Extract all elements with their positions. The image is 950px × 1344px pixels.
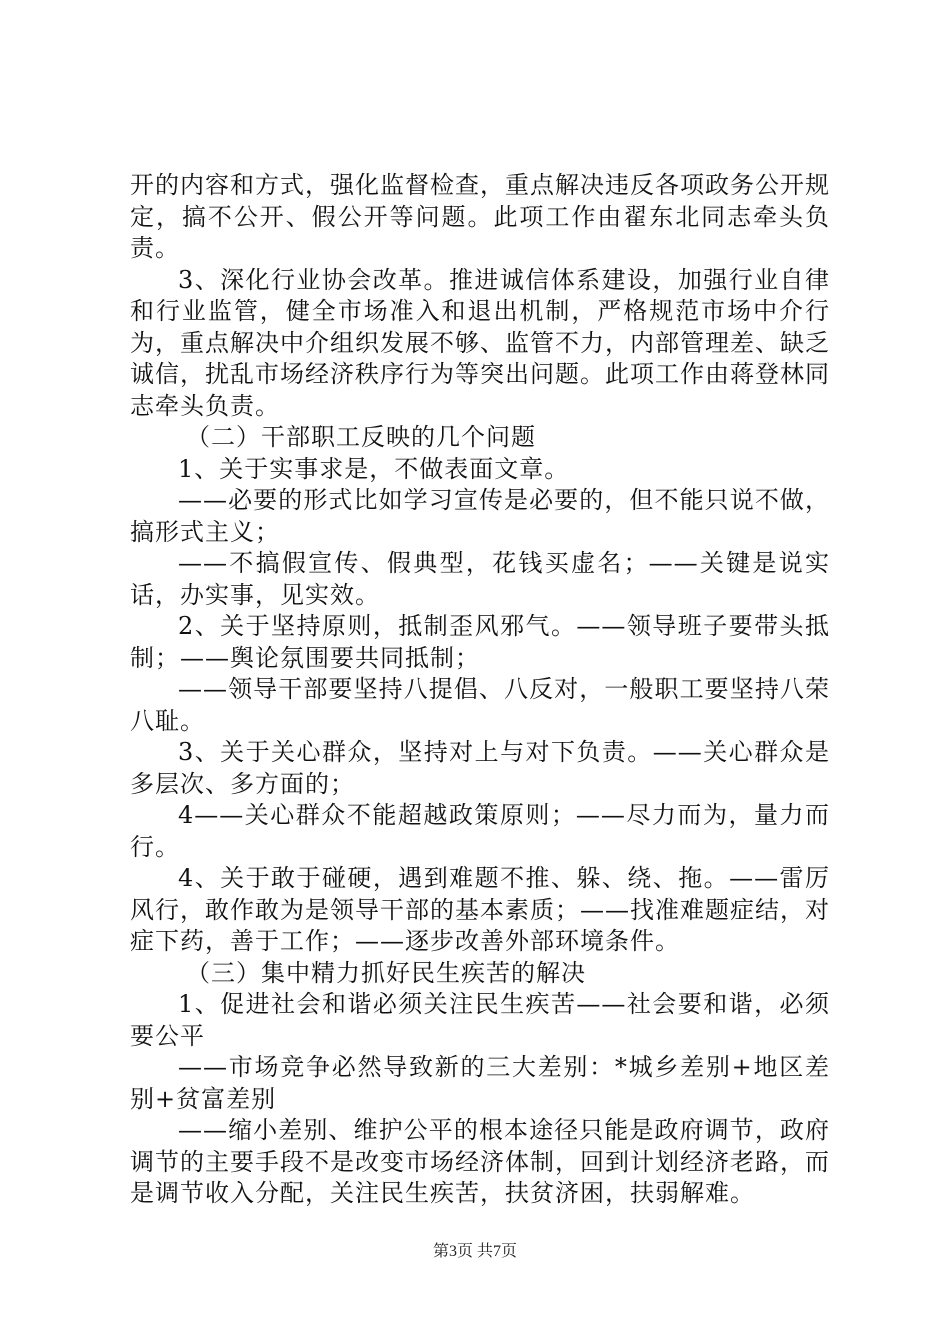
paragraph-item-3-industry-association: 3、深化行业协会改革。推进诚信体系建设，加强行业自律和行业监管，健全市场准入和退出机制，严格规范市场中介行为，重点解决中介组织发展不够、监管不力，内部管理差、缺乏诚信，扰乱市场经济秩序行为等突出问题。此项工作由蒋登林同志牵头负责。 xyxy=(130,265,830,420)
paragraph-item-4-tackle-hard-issues: 4、关于敢于碰硬，遇到难题不推、躲、绕、拖。——雷厉风行，敢作敢为是领导干部的基本素质；——找准难题症结，对症下药，善于工作；——逐步改善外部环境条件。 xyxy=(130,864,830,955)
paragraph-dash-eight-honors: ——领导干部要坚持八提倡、八反对，一般职工要坚持八荣八耻。 xyxy=(130,675,830,735)
paragraph-item-2-principles: 2、关于坚持原则，抵制歪风邪气。——领导班子要带头抵制；——舆论氛围要共同抵制； xyxy=(130,612,830,672)
paragraph-dash-formalism: ——必要的形式比如学习宣传是必要的，但不能只说不做，搞形式主义； xyxy=(130,486,830,546)
page-number-footer: 第3页 共7页 xyxy=(432,1243,517,1260)
paragraph-item-3-care-for-masses: 3、关于关心群众，坚持对上与对下负责。——关心群众是多层次、多方面的； xyxy=(130,738,830,798)
paragraph-dash-no-fake-publicity: ——不搞假宣传、假典型，花钱买虚名；——关键是说实话，办实事，见实效。 xyxy=(130,549,830,609)
paragraph-dash-policy-principles: 4——关心群众不能超越政策原则；——尽力而为，量力而行。 xyxy=(130,801,830,861)
paragraph-item-1-seek-truth: 1、关于实事求是，不做表面文章。 xyxy=(178,454,570,483)
section-heading-3: （三）集中精力抓好民生疾苦的解决 xyxy=(186,958,586,987)
section-heading-2: （二）干部职工反映的几个问题 xyxy=(186,423,536,451)
paragraph-dash-three-gaps: ——市场竞争必然导致新的三大差别：*城乡差别+地区差别+贫富差别 xyxy=(130,1053,830,1113)
document-body xyxy=(130,170,830,1210)
paragraph-dash-government-regulation: ——缩小差别、维护公平的根本途径只能是政府调节，政府调节的主要手段不是改变市场经济体制，回到计划经济老路，而是调节收入分配，关注民生疾苦，扶贫济困，扶弱解难。 xyxy=(130,1116,830,1207)
paragraph-item-1-social-harmony: 1、促进社会和谐必须关注民生疾苦——社会要和谐，必须要公平 xyxy=(130,990,830,1050)
paragraph-continuation: 开的内容和方式，强化监督检查，重点解决违反各项政务公开规定，搞不公开、假公开等问题。此项工作由翟东北同志牵头负责。 xyxy=(130,171,830,262)
